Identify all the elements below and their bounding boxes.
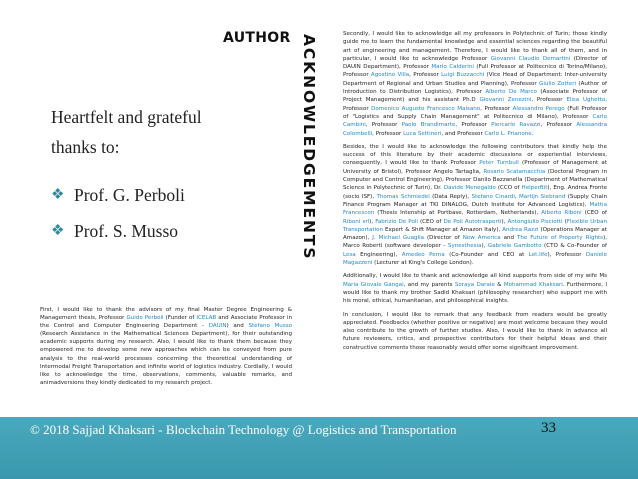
text-run: , xyxy=(514,193,520,200)
name-link[interactable]: Let.life xyxy=(528,251,548,258)
name-link[interactable]: Alessandra Colombelli xyxy=(343,122,607,137)
name-link[interactable]: Alberto Riboni xyxy=(541,210,582,217)
name-link[interactable]: Fabrizio De Poli xyxy=(375,218,418,225)
list-item xyxy=(51,177,281,213)
author-title: AUTHOR xyxy=(223,30,291,46)
footer-copyright: © 2018 Sajjad Khaksari - Blockchain Technology @ Logistics and Transportation xyxy=(30,422,457,437)
conclusion-paragraph: In conclusion, I would like to remark that any feedback from readers would be greatly appreciated. Feedbacks (whether positive or negative) are most welcome because they would also contribute to the growth of further studies. Also, I would like to thank in advance all future reviewers, critics, and prospective contributors for their helpful ideas and their constructive comments those reasonably would offer some significant improvement. xyxy=(343,311,607,351)
name-link[interactable]: Peter Turnbull xyxy=(479,160,519,167)
text-run: . Furthermore, I would like to thank my brother Sadid Khaksari (philosophy researcher) who support me with his moral, ethical, humanitarian, and philosophical insights. xyxy=(343,281,608,305)
name-link[interactable]: Rosario Scatamacchia xyxy=(483,168,546,175)
text-run: (Operations Manager at Amazon), xyxy=(343,226,608,242)
text-run: . xyxy=(531,130,534,137)
text-run: , Professor xyxy=(540,122,577,129)
name-link[interactable]: Alberto De Marco xyxy=(485,89,537,96)
name-link[interactable]: The Future of Property Rights xyxy=(516,235,604,242)
diamond-bullet-icon: ❖ xyxy=(51,222,65,239)
name-link[interactable]: Luigi Buzzacchi xyxy=(441,72,485,79)
name-link[interactable]: Martijn Siebrand xyxy=(519,193,566,200)
contributors-paragraph xyxy=(343,143,607,267)
name-link[interactable]: Mohammad Khaksari xyxy=(503,281,563,288)
text-run: (Doctoral Program in Computer and Control Engineering), Professor Danilo Bazzanella (Department of Mathematical Science in Polytechnic of Turin), Dr. xyxy=(343,168,607,192)
name-link[interactable]: Flexible Urban Transportation xyxy=(343,218,607,233)
text-run: , Professor xyxy=(365,122,402,129)
text-run: Expert & Shift Manager at Amazon Italy), xyxy=(383,226,503,233)
thanks-heading: Heartfelt and grateful thanks to: xyxy=(51,107,202,157)
name-link[interactable]: Carlo Cambini xyxy=(343,113,607,129)
name-link[interactable]: Stefano Cinardi xyxy=(471,193,515,200)
list-item-label: Prof. S. Musso xyxy=(74,220,179,241)
text-run: (CEO of xyxy=(417,218,444,225)
name-link[interactable]: Alessandro Perego xyxy=(512,105,565,112)
text-run: Additionally, I would like to thank and acknowledge all kind supports from side of my wife Ms xyxy=(343,273,607,280)
text-run: (Data Reply), xyxy=(429,193,472,200)
text-run: ), Professor xyxy=(547,251,586,258)
name-link[interactable]: Mattia Francescon xyxy=(343,201,607,217)
name-link[interactable]: Stefano Musso xyxy=(248,323,292,330)
text-run: , Professor xyxy=(343,97,607,112)
page-number: 33 xyxy=(541,420,556,436)
text-run: Engineering), xyxy=(355,251,402,258)
text-run: (Funder of xyxy=(163,315,197,322)
text-run: ), xyxy=(501,218,508,225)
text-run: (Full Professor at Politecnico di Torino/Milano), Professor xyxy=(343,64,607,79)
text-run: and xyxy=(500,235,517,242)
name-link[interactable]: HelperBit xyxy=(521,185,548,192)
name-link[interactable]: Luca Settineri xyxy=(403,130,442,137)
name-link[interactable]: New America xyxy=(462,235,501,242)
text-run: , Professor xyxy=(455,122,492,129)
text-run: , Professor xyxy=(409,72,442,79)
family-paragraph xyxy=(343,272,607,305)
text-run: and Associate Professor in the Control and Computer Engineering Department - xyxy=(40,315,292,330)
text-run: ( xyxy=(562,218,567,225)
name-link[interactable]: Agostino Villa xyxy=(370,72,410,79)
name-link[interactable]: Soraya Daraie xyxy=(454,281,495,288)
text-run: (CEO of xyxy=(581,210,607,217)
name-link[interactable]: De Poli Autotrasporti xyxy=(443,218,502,225)
text-run: First, I would like to thank the advisors of my final Master Degree Engineering & Management thesis, Professor xyxy=(40,307,292,322)
name-link[interactable]: Davide Menegaldo xyxy=(443,185,496,192)
text-run: (CCO of xyxy=(495,185,522,192)
text-run: Besides, the I would like to acknowledge the following contributors that kindly help the success of this literature by their academic discussions or experiential interviews, consequently, I would like to thank Professor xyxy=(343,143,607,167)
text-run: (Full Professor of "Logistics and Supply Chain Management" at Politecnico di Milano), Professor xyxy=(343,105,607,120)
name-link[interactable]: Guido Perboli xyxy=(126,315,164,322)
name-link[interactable]: Giulio Zotteri xyxy=(539,80,577,87)
text-run: (Director of DAUIN Department), Professor xyxy=(343,55,607,71)
text-run: , Professor xyxy=(531,97,567,104)
name-link[interactable]: Synesthesia xyxy=(447,243,482,250)
name-link[interactable]: Gabriele Gambotto xyxy=(487,243,542,250)
acknowledgements-vertical-title: ACKNOWLEDGEMENTS xyxy=(300,34,318,261)
name-link[interactable]: Maria Giovale Gangai xyxy=(343,281,404,288)
acknowledgements-column xyxy=(343,30,607,357)
name-link[interactable]: Amedeo Perna xyxy=(401,251,445,258)
name-link[interactable]: J. Michael Guaglia xyxy=(372,235,425,242)
text-run: (Co-Founder and CEO at xyxy=(444,251,529,258)
text-run: , Professor xyxy=(372,130,404,137)
list-item-label: Prof. G. Perboli xyxy=(74,184,185,205)
text-run: (Supply Chain Finance Program Manager at TKI DINALOG, Dutch Institute for Advanced Logistics), xyxy=(343,193,607,208)
text-run: Secondly, I would like to acknowledge all my professors in Polytechnic of Turin; those kindly guide me to learn the fundamental knowledge and essential sciences regarding the beautiful art of engineering and management. Therefore, I would like to thank all of them, and in particular, I would like to acknowledge Professor xyxy=(343,31,607,62)
name-link[interactable]: ICELAB xyxy=(196,315,217,322)
text-run: , Professor xyxy=(480,105,513,112)
professors-paragraph xyxy=(343,30,607,138)
text-run: , and my parents xyxy=(403,281,455,288)
name-link[interactable]: Riboni srl xyxy=(343,218,370,225)
text-run: (Professor of Management at University of Bristol), Professor Angelo Tartaglia, xyxy=(343,160,607,175)
text-run: (Research Assistance in the Mathematical Sciences Department), for their outstanding academic supports during my research. Also, I would like to thank them because they empowered me to develop some new approaches which can be conveyed from pure analysis to the real-world processes concerning the theoretical understanding of Intermodal Freight Transportation and infinite world of logistics industry. Cordially, I would like to acknowledge the time, observations, comments, valuable remarks, and animadversions they kindly dedicated to my research project. xyxy=(40,331,292,386)
name-link[interactable]: Mario Calderini xyxy=(431,64,474,71)
thanks-list xyxy=(51,177,281,249)
name-link[interactable]: DAUIN xyxy=(208,323,227,330)
name-link[interactable]: Elisa Ughetto xyxy=(566,97,606,104)
name-link[interactable]: Lesa xyxy=(343,251,356,258)
text-run: (Lecturer at King's College London). xyxy=(372,260,474,267)
text-run: (Thesis Intenship at Portbase, Rotterdam, Netherlands), xyxy=(374,210,542,217)
diamond-bullet-icon: ❖ xyxy=(51,186,65,203)
name-link[interactable]: Domenico Augusto Francesco Maisano xyxy=(371,105,481,112)
text-run: (Vice Head of Department: Inter-university Department of Regional and Urban Studies and Planning), Professor xyxy=(343,72,607,87)
name-link[interactable]: Andrea Razzi xyxy=(502,226,539,233)
text-run: (Associate Professor of Project Management) and his assistant Ph.D xyxy=(343,89,607,104)
text-run: ), xyxy=(369,218,376,225)
text-run: , and Professor xyxy=(441,130,485,137)
name-link[interactable]: Giovanni Claudio Demartini xyxy=(490,55,571,62)
name-link[interactable]: Piercarlo Ravazzi xyxy=(491,122,541,129)
text-run: (Author of Introduction to Distribution Logistics), Professor xyxy=(343,80,607,96)
advisors-paragraph xyxy=(40,306,292,387)
text-run: ), Marco Roberti (software developer - xyxy=(343,235,608,250)
name-link[interactable]: Daniele Magazzeni xyxy=(343,251,607,267)
text-run: (CTO & Co-Founder of xyxy=(541,243,607,250)
text-run: ) and xyxy=(226,323,249,330)
name-link[interactable]: Thomas Schmiedel xyxy=(376,193,430,200)
name-link[interactable]: Giovanni Zenezini xyxy=(479,97,532,104)
name-link[interactable]: Paolo Brandimarte xyxy=(401,122,456,129)
text-run: ), Eng. Andrea Fronte (socio ISF), xyxy=(343,185,607,200)
text-run: & xyxy=(494,281,504,288)
name-link[interactable]: Antongiulio Pisciotti xyxy=(507,218,563,225)
list-item xyxy=(51,213,281,249)
text-run: ), xyxy=(481,243,488,250)
text-run: (Director of xyxy=(424,235,463,242)
name-link[interactable]: Carlo L. Prianone xyxy=(484,130,532,137)
